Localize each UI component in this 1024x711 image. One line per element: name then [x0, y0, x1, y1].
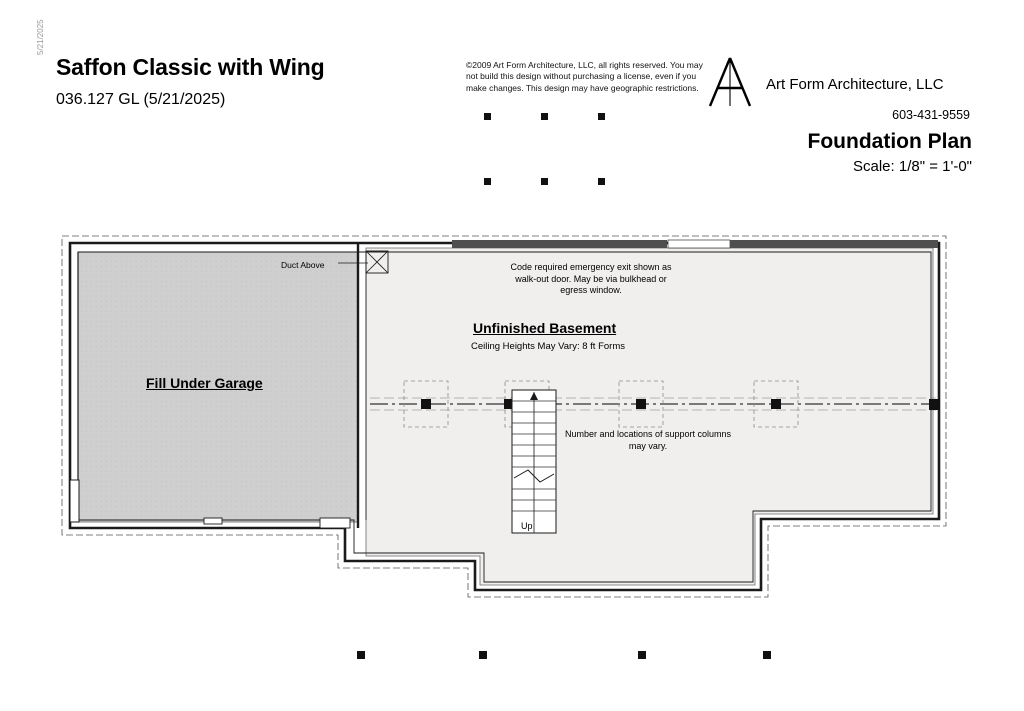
- sheet-name: Foundation Plan: [807, 130, 972, 153]
- basement-stair: [512, 390, 556, 533]
- plan-number-and-date: 036.127 GL (5/21/2025): [56, 91, 226, 108]
- top-wall-band: [452, 240, 938, 248]
- label-duct-above: Duct Above: [281, 260, 325, 270]
- label-unfinished-basement: Unfinished Basement: [473, 320, 617, 336]
- label-columns-note: Number and locations of support columns may vary.: [564, 429, 732, 451]
- label-fill-under-garage: Fill Under Garage: [146, 375, 263, 391]
- label-egress-note: Code required emergency exit shown as walk-out door. May be via bulkhead or egress window.: [510, 262, 672, 296]
- firm-name: Art Form Architecture, LLC: [766, 76, 944, 93]
- label-ceiling-heights: Ceiling Heights May Vary: 8 ft Forms: [471, 341, 625, 352]
- copyright-notice: ©2009 Art Form Architecture, LLC, all rights reserved. You may not build this design without purchasing a license, even if you make changes. This design may have geographic restrictions.: [466, 60, 703, 93]
- firm-phone: 603-431-9559: [892, 108, 970, 122]
- side-date-stamp: 5/21/2025: [36, 19, 45, 55]
- unfinished-basement-area: [366, 248, 933, 585]
- label-stair-up: Up: [521, 521, 533, 531]
- sheet-scale: Scale: 1/8" = 1'-0": [853, 158, 972, 175]
- page-title: Saffon Classic with Wing: [56, 54, 325, 80]
